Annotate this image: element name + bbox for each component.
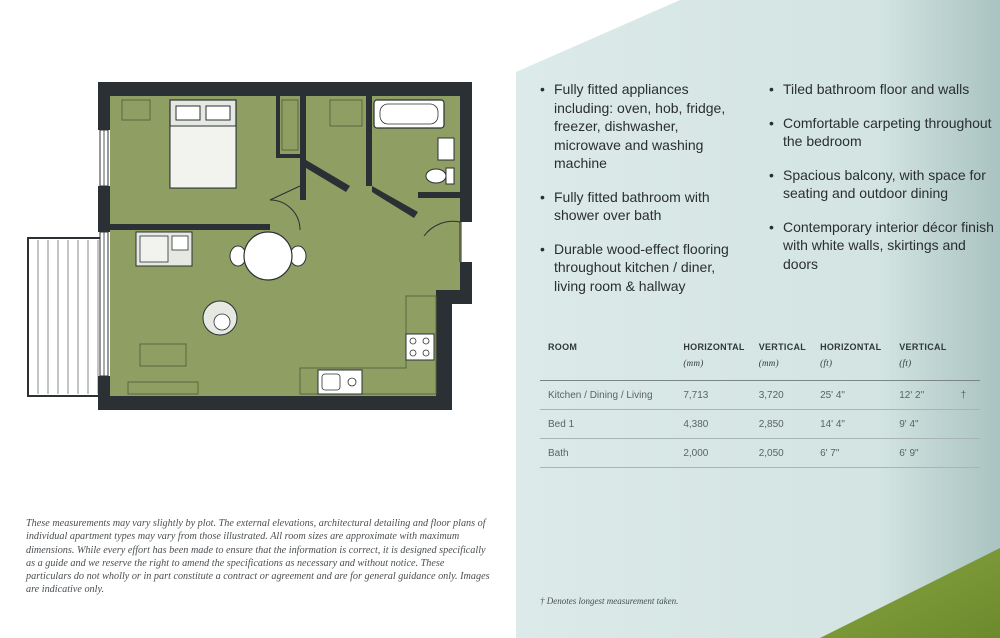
column-header-vertical-mm: VERTICAL (mm) bbox=[759, 342, 820, 381]
armchair bbox=[136, 232, 192, 266]
horizontal-mm: 2,000 bbox=[683, 439, 758, 468]
feature-item: • Tiled bathroom floor and walls bbox=[767, 80, 997, 99]
vertical-ft: 9' 4" bbox=[899, 410, 960, 439]
features-right-column bbox=[767, 80, 997, 288]
feature-item: • Spacious balcony, with space for seating and outdoor dining bbox=[767, 166, 997, 203]
floor-plan bbox=[0, 0, 520, 420]
longest-measurement-mark bbox=[961, 439, 980, 468]
vertical-mm: 2,850 bbox=[759, 410, 820, 439]
basin bbox=[438, 138, 454, 160]
horizontal-mm: 7,713 bbox=[683, 381, 758, 410]
balcony bbox=[28, 238, 106, 396]
toilet bbox=[426, 168, 454, 184]
longest-measurement-mark: † bbox=[961, 381, 980, 410]
room-name: Bath bbox=[540, 439, 683, 468]
room-name: Bed 1 bbox=[540, 410, 683, 439]
column-header-vertical-ft: VERTICAL (ft) bbox=[899, 342, 960, 381]
hob bbox=[406, 334, 434, 360]
windows bbox=[100, 130, 108, 376]
longest-measurement-mark bbox=[961, 410, 980, 439]
horizontal-ft: 6' 7" bbox=[820, 439, 899, 468]
column-header-horizontal-ft: HORIZONTAL (ft) bbox=[820, 342, 899, 381]
feature-item: • Fully fitted bathroom with shower over bath bbox=[538, 188, 748, 225]
feature-item: • Comfortable carpeting throughout the bedroom bbox=[767, 114, 997, 151]
column-header-mark bbox=[961, 342, 980, 381]
column-header-room: ROOM bbox=[540, 342, 683, 381]
horizontal-ft: 14' 4" bbox=[820, 410, 899, 439]
horizontal-mm: 4,380 bbox=[683, 410, 758, 439]
lounge-chair bbox=[203, 301, 237, 335]
vertical-mm: 3,720 bbox=[759, 381, 820, 410]
footnote: † Denotes longest measurement taken. bbox=[540, 596, 679, 606]
column-header-horizontal-mm: HORIZONTAL (mm) bbox=[683, 342, 758, 381]
features-left-column bbox=[538, 80, 748, 310]
vertical-mm: 2,050 bbox=[759, 439, 820, 468]
vertical-ft: 12' 2" bbox=[899, 381, 960, 410]
feature-item: • Contemporary interior décor finish with white walls, skirtings and doors bbox=[767, 218, 997, 274]
horizontal-ft: 25' 4" bbox=[820, 381, 899, 410]
bathtub bbox=[374, 100, 444, 128]
vertical-ft: 6' 9" bbox=[899, 439, 960, 468]
room-dimensions-table bbox=[540, 342, 980, 468]
kitchen-sink bbox=[318, 370, 362, 394]
table-row bbox=[540, 410, 980, 439]
bed bbox=[170, 100, 236, 188]
table-row bbox=[540, 439, 980, 468]
feature-item: • Fully fitted appliances including: oven, hob, fridge, freezer, dishwasher, microwave and washing machine bbox=[538, 80, 748, 173]
disclaimer-text: These measurements may vary slightly by plot. The external elevations, architectural detailing and floor plans of individual apartment types may vary from those illustrated. All room sizes are approximate with maximum dimensions. While every effort has been made to ensure that the information is correct, it is designed specifically as a guide and we reserve the right to amend the specifications as necessary and without notice. These particulars do not wholly or in part constitute a contract or agreement and are for general guidance only. Images are indicative only. bbox=[26, 518, 490, 596]
feature-item: • Durable wood-effect flooring throughout kitchen / diner, living room & hallway bbox=[538, 240, 748, 296]
table-header-row bbox=[540, 342, 980, 381]
room-name: Kitchen / Dining / Living bbox=[540, 381, 683, 410]
table-row bbox=[540, 381, 980, 410]
